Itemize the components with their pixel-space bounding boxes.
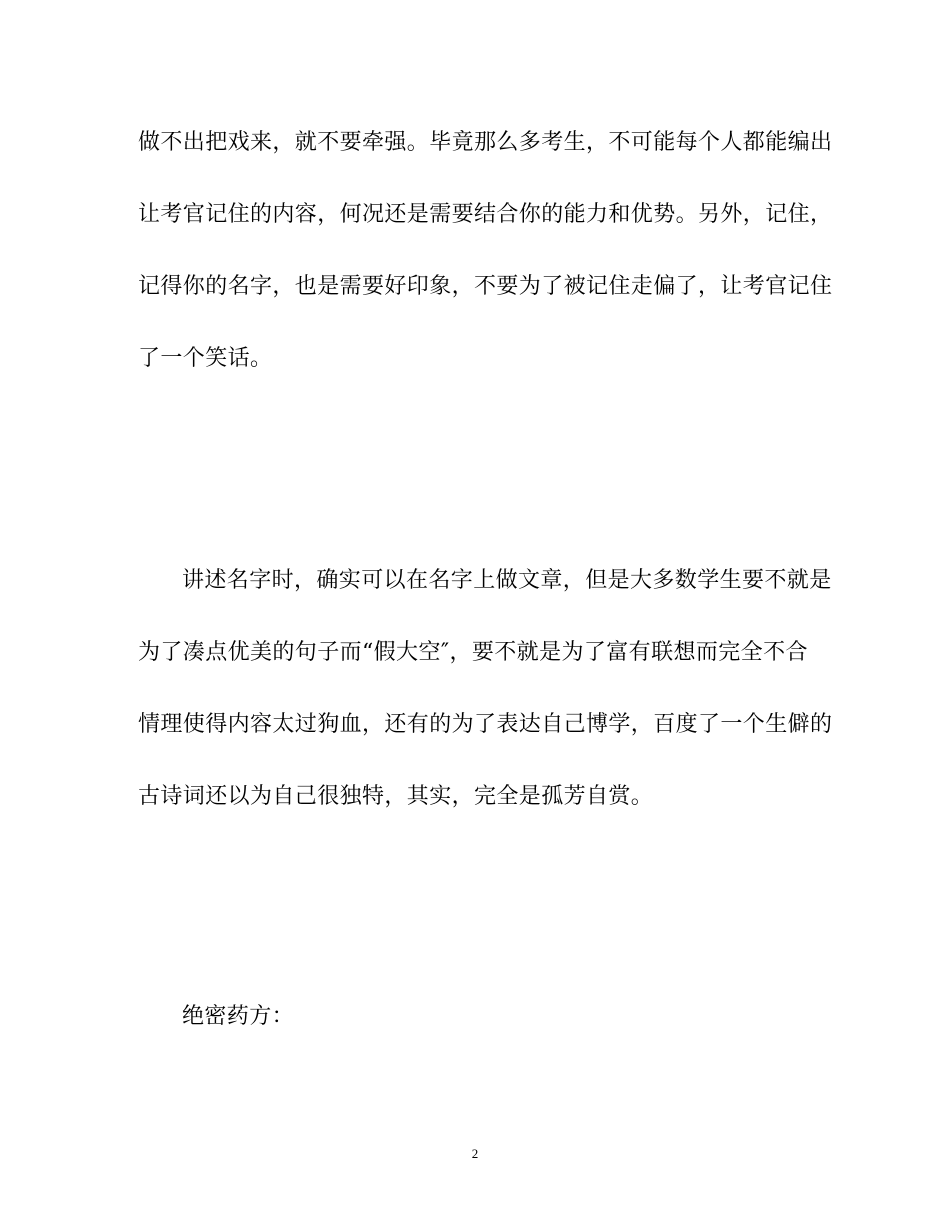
section-heading: 绝密药方： <box>182 1004 295 1029</box>
paragraph-line: 讲述名字时，确实可以在名字上做文章，但是大多数学生要不就是 <box>182 568 832 593</box>
paragraph-line: 记得你的名字，也是需要好印象，不要为了被记住走偏了，让考官记住 <box>138 274 833 299</box>
paragraph-line: 了一个笑话。 <box>138 346 273 371</box>
paragraph-line: 古诗词还以为自己很独特，其实，完全是孤芳自赏。 <box>138 784 654 809</box>
paragraph-line: 为了凑点优美的句子而“假大空″，要不就是为了富有联想而完全不合 <box>138 640 808 665</box>
paragraph-line: 做不出把戏来，就不要牵强。毕竟那么多考生，不可能每个人都能编出 <box>138 130 833 155</box>
page-number: 2 <box>471 1146 479 1161</box>
paragraph-line: 让考官记住的内容，何况还是需要结合你的能力和优势。另外，记住， <box>138 202 833 227</box>
paragraph-line: 情理使得内容太过狗血，还有的为了表达自己博学，百度了一个生僻的 <box>138 712 833 737</box>
